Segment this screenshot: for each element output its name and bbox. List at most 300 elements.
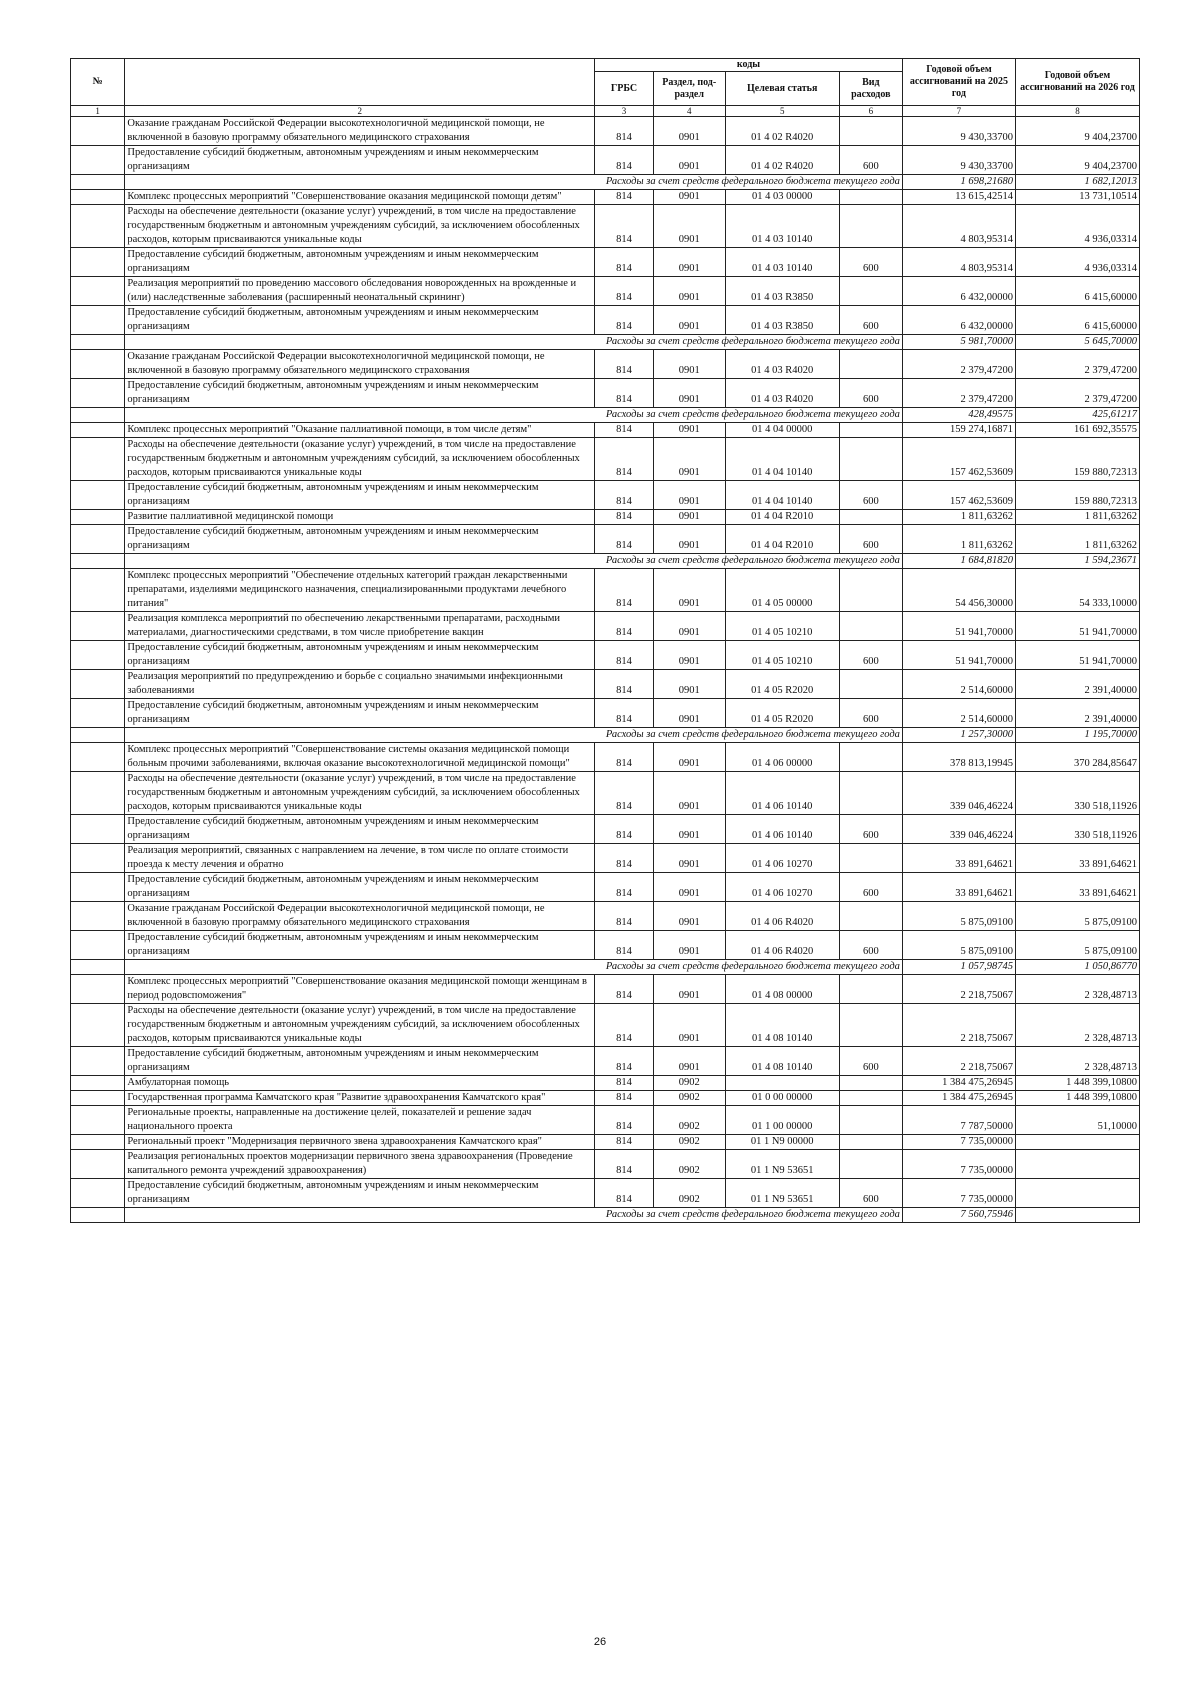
razdel-cell: 0901 — [653, 117, 725, 146]
item-name-cell: Расходы на обеспечение деятельности (оказание услуг) учреждений, в том числе на предоставление государственным бюджетным и автономным учреждениям субсидий, за исключением обособленных расходов, которым присваиваются уникальные коды — [125, 1004, 595, 1047]
value-2025-cell: 1 384 475,26945 — [902, 1076, 1015, 1091]
razdel-cell: 0901 — [653, 815, 725, 844]
razdel-cell: 0901 — [653, 641, 725, 670]
row-num-cell — [71, 699, 125, 728]
grbs-cell: 814 — [595, 1106, 654, 1135]
row-num-cell — [71, 1076, 125, 1091]
item-name-cell: Комплекс процессных мероприятий "Оказание паллиативной помощи, в том числе детям" — [125, 423, 595, 438]
value-2026-cell: 1 448 399,10800 — [1015, 1091, 1139, 1106]
col-index: 6 — [839, 106, 902, 117]
tselevaya-cell: 01 4 03 10140 — [725, 248, 839, 277]
vid-cell — [839, 1004, 902, 1047]
item-name-cell: Предоставление субсидий бюджетным, автономным учреждениям и иным некоммерческим организациям — [125, 306, 595, 335]
razdel-cell: 0901 — [653, 873, 725, 902]
vid-cell: 600 — [839, 699, 902, 728]
razdel-cell: 0901 — [653, 438, 725, 481]
federal-budget-label: Расходы за счет средств федерального бюджета текущего года — [125, 728, 903, 743]
razdel-cell: 0901 — [653, 146, 725, 175]
federal-budget-label: Расходы за счет средств федерального бюджета текущего года — [125, 960, 903, 975]
value-2025-cell: 2 218,75067 — [902, 1047, 1015, 1076]
value-2025-cell: 33 891,64621 — [902, 844, 1015, 873]
row-num-cell — [71, 641, 125, 670]
table-row — [71, 1150, 1140, 1179]
grbs-cell: 814 — [595, 438, 654, 481]
value-2025-cell: 4 803,95314 — [902, 248, 1015, 277]
vid-cell: 600 — [839, 306, 902, 335]
row-num-cell — [71, 670, 125, 699]
vid-cell — [839, 902, 902, 931]
razdel-cell: 0902 — [653, 1150, 725, 1179]
grbs-cell: 814 — [595, 699, 654, 728]
col-index: 7 — [902, 106, 1015, 117]
row-num-cell — [71, 175, 125, 190]
federal-budget-label: Расходы за счет средств федерального бюджета текущего года — [125, 1208, 903, 1223]
item-name-cell: Комплекс процессных мероприятий "Обеспечение отдельных категорий граждан лекарственными препаратами, изделиями медицинского назначения, специализированными продуктами лечебного питания" — [125, 569, 595, 612]
value-2025-cell: 7 787,50000 — [902, 1106, 1015, 1135]
vid-cell: 600 — [839, 481, 902, 510]
value-2026-cell: 1 050,86770 — [1015, 960, 1139, 975]
table-row — [71, 569, 1140, 612]
razdel-cell: 0901 — [653, 248, 725, 277]
item-name-cell: Развитие паллиативной медицинской помощи — [125, 510, 595, 525]
value-2025-cell: 9 430,33700 — [902, 146, 1015, 175]
item-name-cell: Реализация комплекса мероприятий по обеспечению лекарственными препаратами, расходными материалами, диагностическими средствами, в том числе приобретение вакцин — [125, 612, 595, 641]
grbs-cell: 814 — [595, 481, 654, 510]
vid-cell — [839, 1150, 902, 1179]
value-2025-cell: 7 735,00000 — [902, 1135, 1015, 1150]
item-name-cell: Предоставление субсидий бюджетным, автономным учреждениям и иным некоммерческим организациям — [125, 641, 595, 670]
vid-cell — [839, 772, 902, 815]
item-name-cell: Комплекс процессных мероприятий "Совершенствование оказания медицинской помощи детям" — [125, 190, 595, 205]
row-num-cell — [71, 1106, 125, 1135]
vid-cell — [839, 1106, 902, 1135]
tselevaya-cell: 01 4 05 R2020 — [725, 670, 839, 699]
razdel-cell: 0902 — [653, 1135, 725, 1150]
tselevaya-cell: 01 4 08 10140 — [725, 1047, 839, 1076]
vid-cell: 600 — [839, 146, 902, 175]
value-2025-cell: 2 218,75067 — [902, 975, 1015, 1004]
federal-budget-label: Расходы за счет средств федерального бюджета текущего года — [125, 335, 903, 350]
col-grbs-header: ГРБС — [595, 72, 654, 106]
value-2025-cell: 4 803,95314 — [902, 205, 1015, 248]
value-2026-cell: 159 880,72313 — [1015, 481, 1139, 510]
razdel-cell: 0902 — [653, 1179, 725, 1208]
item-name-cell: Предоставление субсидий бюджетным, автономным учреждениям и иным некоммерческим организациям — [125, 699, 595, 728]
item-name-cell: Предоставление субсидий бюджетным, автономным учреждениям и иным некоммерческим организациям — [125, 481, 595, 510]
table-row — [71, 510, 1140, 525]
grbs-cell: 814 — [595, 975, 654, 1004]
value-2026-cell: 2 379,47200 — [1015, 350, 1139, 379]
table-row — [71, 670, 1140, 699]
value-2026-cell: 6 415,60000 — [1015, 277, 1139, 306]
table-row — [71, 117, 1140, 146]
value-2025-cell: 1 698,21680 — [902, 175, 1015, 190]
row-num-cell — [71, 772, 125, 815]
item-name-cell: Предоставление субсидий бюджетным, автономным учреждениям и иным некоммерческим организациям — [125, 379, 595, 408]
grbs-cell: 814 — [595, 641, 654, 670]
razdel-cell: 0901 — [653, 844, 725, 873]
table-row — [71, 902, 1140, 931]
item-name-cell: Региональный проект "Модернизация первичного звена здравоохранения Камчатского края" — [125, 1135, 595, 1150]
value-2026-cell: 2 328,48713 — [1015, 1047, 1139, 1076]
grbs-cell: 814 — [595, 612, 654, 641]
table-row — [71, 525, 1140, 554]
vid-cell — [839, 1091, 902, 1106]
row-num-cell — [71, 1208, 125, 1223]
razdel-cell: 0902 — [653, 1106, 725, 1135]
federal-budget-row — [71, 175, 1140, 190]
grbs-cell: 814 — [595, 306, 654, 335]
item-name-cell: Государственная программа Камчатского края "Развитие здравоохранения Камчатского края" — [125, 1091, 595, 1106]
grbs-cell: 814 — [595, 670, 654, 699]
tselevaya-cell: 01 4 06 10270 — [725, 844, 839, 873]
table-row — [71, 205, 1140, 248]
value-2025-cell: 339 046,46224 — [902, 815, 1015, 844]
row-num-cell — [71, 306, 125, 335]
grbs-cell: 814 — [595, 1150, 654, 1179]
value-2026-cell: 1 682,12013 — [1015, 175, 1139, 190]
vid-cell: 600 — [839, 641, 902, 670]
row-num-cell — [71, 1135, 125, 1150]
tselevaya-cell: 01 4 06 10140 — [725, 815, 839, 844]
item-name-cell: Расходы на обеспечение деятельности (оказание услуг) учреждений, в том числе на предоставление государственным бюджетным и автономным учреждениям субсидий, за исключением обособленных расходов, которым присваиваются уникальные коды — [125, 772, 595, 815]
value-2025-cell: 1 811,63262 — [902, 510, 1015, 525]
row-num-cell — [71, 844, 125, 873]
row-num-cell — [71, 350, 125, 379]
value-2025-cell: 6 432,00000 — [902, 277, 1015, 306]
value-2026-cell — [1015, 1208, 1139, 1223]
grbs-cell: 814 — [595, 873, 654, 902]
row-num-cell — [71, 205, 125, 248]
razdel-cell: 0901 — [653, 612, 725, 641]
value-2025-cell: 339 046,46224 — [902, 772, 1015, 815]
razdel-cell: 0901 — [653, 306, 725, 335]
razdel-cell: 0901 — [653, 975, 725, 1004]
table-row — [71, 146, 1140, 175]
grbs-cell: 814 — [595, 1004, 654, 1047]
grbs-cell: 814 — [595, 1179, 654, 1208]
tselevaya-cell: 01 4 06 R4020 — [725, 902, 839, 931]
razdel-cell: 0901 — [653, 699, 725, 728]
col-index: 2 — [125, 106, 595, 117]
table-row — [71, 931, 1140, 960]
tselevaya-cell: 01 0 00 00000 — [725, 1091, 839, 1106]
tselevaya-cell: 01 4 03 10140 — [725, 205, 839, 248]
federal-budget-row — [71, 1208, 1140, 1223]
tselevaya-cell: 01 4 04 R2010 — [725, 525, 839, 554]
row-num-cell — [71, 190, 125, 205]
vid-cell: 600 — [839, 379, 902, 408]
value-2026-cell: 4 936,03314 — [1015, 248, 1139, 277]
value-2026-cell: 13 731,10514 — [1015, 190, 1139, 205]
row-num-cell — [71, 1179, 125, 1208]
grbs-cell: 814 — [595, 569, 654, 612]
table-row — [71, 306, 1140, 335]
grbs-cell: 814 — [595, 117, 654, 146]
razdel-cell: 0901 — [653, 277, 725, 306]
item-name-cell: Реализация мероприятий, связанных с направлением на лечение, в том числе по оплате стоимости проезда к месту лечения и обратно — [125, 844, 595, 873]
table-row — [71, 975, 1140, 1004]
row-num-cell — [71, 525, 125, 554]
value-2025-cell: 54 456,30000 — [902, 569, 1015, 612]
vid-cell — [839, 423, 902, 438]
vid-cell: 600 — [839, 248, 902, 277]
col-index: 5 — [725, 106, 839, 117]
tselevaya-cell: 01 4 08 00000 — [725, 975, 839, 1004]
value-2025-cell: 7 560,75946 — [902, 1208, 1015, 1223]
federal-budget-row — [71, 335, 1140, 350]
value-2026-cell: 2 391,40000 — [1015, 670, 1139, 699]
row-num-cell — [71, 379, 125, 408]
value-2025-cell: 1 684,81820 — [902, 554, 1015, 569]
value-2026-cell: 330 518,11926 — [1015, 815, 1139, 844]
value-2025-cell: 6 432,00000 — [902, 306, 1015, 335]
tselevaya-cell: 01 4 05 10210 — [725, 612, 839, 641]
vid-cell: 600 — [839, 873, 902, 902]
federal-budget-label: Расходы за счет средств федерального бюджета текущего года — [125, 408, 903, 423]
grbs-cell: 814 — [595, 525, 654, 554]
value-2026-cell: 1 811,63262 — [1015, 510, 1139, 525]
razdel-cell: 0901 — [653, 670, 725, 699]
grbs-cell: 814 — [595, 1076, 654, 1091]
col-index: 8 — [1015, 106, 1139, 117]
value-2025-cell: 157 462,53609 — [902, 438, 1015, 481]
grbs-cell: 814 — [595, 743, 654, 772]
item-name-cell: Оказание гражданам Российской Федерации высокотехнологичной медицинской помощи, не включенной в базовую программу обязательного медицинского страхования — [125, 350, 595, 379]
tselevaya-cell: 01 4 05 00000 — [725, 569, 839, 612]
vid-cell — [839, 438, 902, 481]
tselevaya-cell: 01 4 06 10140 — [725, 772, 839, 815]
item-name-cell: Оказание гражданам Российской Федерации высокотехнологичной медицинской помощи, не включенной в базовую программу обязательного медицинского страхования — [125, 117, 595, 146]
tselevaya-cell: 01 4 06 00000 — [725, 743, 839, 772]
tselevaya-cell: 01 4 03 R4020 — [725, 379, 839, 408]
value-2025-cell: 5 981,70000 — [902, 335, 1015, 350]
value-2025-cell: 2 379,47200 — [902, 379, 1015, 408]
value-2026-cell: 4 936,03314 — [1015, 205, 1139, 248]
row-num-cell — [71, 873, 125, 902]
value-2025-cell: 157 462,53609 — [902, 481, 1015, 510]
value-2025-cell: 1 057,98745 — [902, 960, 1015, 975]
col-index: 1 — [71, 106, 125, 117]
razdel-cell: 0901 — [653, 772, 725, 815]
grbs-cell: 814 — [595, 190, 654, 205]
federal-budget-row — [71, 728, 1140, 743]
razdel-cell: 0901 — [653, 510, 725, 525]
tselevaya-cell: 01 4 04 R2010 — [725, 510, 839, 525]
vid-cell: 600 — [839, 931, 902, 960]
vid-cell: 600 — [839, 815, 902, 844]
razdel-cell: 0901 — [653, 569, 725, 612]
table-row — [71, 699, 1140, 728]
row-num-cell — [71, 277, 125, 306]
grbs-cell: 814 — [595, 379, 654, 408]
value-2026-cell: 161 692,35575 — [1015, 423, 1139, 438]
tselevaya-cell: 01 4 03 00000 — [725, 190, 839, 205]
value-2026-cell: 33 891,64621 — [1015, 844, 1139, 873]
table-row — [71, 379, 1140, 408]
value-2025-cell: 5 875,09100 — [902, 902, 1015, 931]
value-2026-cell: 9 404,23700 — [1015, 117, 1139, 146]
row-num-cell — [71, 335, 125, 350]
grbs-cell: 814 — [595, 146, 654, 175]
value-2026-cell: 2 328,48713 — [1015, 975, 1139, 1004]
row-num-cell — [71, 481, 125, 510]
tselevaya-cell: 01 4 03 R3850 — [725, 277, 839, 306]
table-row — [71, 612, 1140, 641]
item-name-cell: Реализация мероприятий по предупреждению и борьбе с социально значимыми инфекционными заболеваниями — [125, 670, 595, 699]
budget-table — [70, 58, 1140, 1223]
value-2025-cell: 1 811,63262 — [902, 525, 1015, 554]
row-num-cell — [71, 423, 125, 438]
value-2026-cell: 2 328,48713 — [1015, 1004, 1139, 1047]
value-2026-cell: 54 333,10000 — [1015, 569, 1139, 612]
value-2026-cell: 51 941,70000 — [1015, 612, 1139, 641]
razdel-cell: 0901 — [653, 379, 725, 408]
value-2025-cell: 33 891,64621 — [902, 873, 1015, 902]
value-2025-cell: 7 735,00000 — [902, 1179, 1015, 1208]
tselevaya-cell: 01 1 N9 00000 — [725, 1135, 839, 1150]
grbs-cell: 814 — [595, 205, 654, 248]
row-num-cell — [71, 902, 125, 931]
table-row — [71, 277, 1140, 306]
value-2026-cell: 1 195,70000 — [1015, 728, 1139, 743]
vid-cell — [839, 975, 902, 1004]
item-name-cell: Амбулаторная помощь — [125, 1076, 595, 1091]
row-num-cell — [71, 1047, 125, 1076]
value-2026-cell: 159 880,72313 — [1015, 438, 1139, 481]
value-2026-cell — [1015, 1150, 1139, 1179]
table-row — [71, 772, 1140, 815]
row-num-cell — [71, 728, 125, 743]
grbs-cell: 814 — [595, 1135, 654, 1150]
col-vid-header: Вид расходов — [839, 72, 902, 106]
value-2025-cell: 2 514,60000 — [902, 670, 1015, 699]
row-num-cell — [71, 743, 125, 772]
table-row — [71, 481, 1140, 510]
table-row — [71, 1179, 1140, 1208]
value-2025-cell: 378 813,19945 — [902, 743, 1015, 772]
value-2025-cell: 51 941,70000 — [902, 612, 1015, 641]
row-num-cell — [71, 117, 125, 146]
row-num-cell — [71, 1150, 125, 1179]
item-name-cell: Предоставление субсидий бюджетным, автономным учреждениям и иным некоммерческим организациям — [125, 248, 595, 277]
value-2025-cell: 1 257,30000 — [902, 728, 1015, 743]
table-row — [71, 1047, 1140, 1076]
value-2026-cell: 1 448 399,10800 — [1015, 1076, 1139, 1091]
item-name-cell: Предоставление субсидий бюджетным, автономным учреждениям и иным некоммерческим организациям — [125, 815, 595, 844]
table-row — [71, 423, 1140, 438]
value-2026-cell: 5 645,70000 — [1015, 335, 1139, 350]
razdel-cell: 0901 — [653, 525, 725, 554]
value-2025-cell: 2 379,47200 — [902, 350, 1015, 379]
col-2025-header: Годовой объем ассигнований на 2025 год — [902, 59, 1015, 106]
value-2026-cell: 2 379,47200 — [1015, 379, 1139, 408]
value-2026-cell: 1 594,23671 — [1015, 554, 1139, 569]
item-name-cell: Предоставление субсидий бюджетным, автономным учреждениям и иным некоммерческим организациям — [125, 873, 595, 902]
item-name-cell: Предоставление субсидий бюджетным, автономным учреждениям и иным некоммерческим организациям — [125, 1179, 595, 1208]
table-row — [71, 1135, 1140, 1150]
tselevaya-cell: 01 4 08 10140 — [725, 1004, 839, 1047]
col-tselevaya-header: Целевая статья — [725, 72, 839, 106]
grbs-cell: 814 — [595, 1091, 654, 1106]
col-razdel-header: Раздел, под-раздел — [653, 72, 725, 106]
razdel-cell: 0901 — [653, 1004, 725, 1047]
value-2026-cell: 6 415,60000 — [1015, 306, 1139, 335]
tselevaya-cell: 01 4 06 R4020 — [725, 931, 839, 960]
row-num-cell — [71, 554, 125, 569]
row-num-cell — [71, 438, 125, 481]
grbs-cell: 814 — [595, 772, 654, 815]
row-num-cell — [71, 1091, 125, 1106]
razdel-cell: 0901 — [653, 902, 725, 931]
razdel-cell: 0902 — [653, 1091, 725, 1106]
federal-budget-label: Расходы за счет средств федерального бюджета текущего года — [125, 554, 903, 569]
vid-cell — [839, 205, 902, 248]
item-name-cell: Комплекс процессных мероприятий "Совершенствование оказания медицинской помощи женщинам в период родовспоможения" — [125, 975, 595, 1004]
row-num-cell — [71, 510, 125, 525]
grbs-cell: 814 — [595, 902, 654, 931]
value-2025-cell: 2 514,60000 — [902, 699, 1015, 728]
row-num-cell — [71, 248, 125, 277]
tselevaya-cell: 01 4 03 R3850 — [725, 306, 839, 335]
value-2025-cell: 51 941,70000 — [902, 641, 1015, 670]
value-2025-cell: 159 274,16871 — [902, 423, 1015, 438]
vid-cell — [839, 190, 902, 205]
table-row — [71, 1091, 1140, 1106]
table-row — [71, 1106, 1140, 1135]
row-num-cell — [71, 146, 125, 175]
vid-cell: 600 — [839, 1047, 902, 1076]
vid-cell — [839, 844, 902, 873]
row-num-cell — [71, 815, 125, 844]
razdel-cell: 0901 — [653, 481, 725, 510]
value-2026-cell: 5 875,09100 — [1015, 931, 1139, 960]
tselevaya-cell — [725, 1076, 839, 1091]
value-2025-cell: 428,49575 — [902, 408, 1015, 423]
razdel-cell: 0901 — [653, 1047, 725, 1076]
grbs-cell: 814 — [595, 1047, 654, 1076]
col-name-header — [125, 59, 595, 106]
tselevaya-cell: 01 4 05 R2020 — [725, 699, 839, 728]
vid-cell — [839, 1135, 902, 1150]
value-2025-cell: 1 384 475,26945 — [902, 1091, 1015, 1106]
vid-cell: 600 — [839, 1179, 902, 1208]
column-index-row — [71, 106, 1140, 117]
vid-cell — [839, 612, 902, 641]
table-row — [71, 641, 1140, 670]
vid-cell — [839, 569, 902, 612]
table-row — [71, 844, 1140, 873]
tselevaya-cell: 01 4 02 R4020 — [725, 146, 839, 175]
tselevaya-cell: 01 4 02 R4020 — [725, 117, 839, 146]
vid-cell — [839, 510, 902, 525]
table-row — [71, 1004, 1140, 1047]
row-num-cell — [71, 975, 125, 1004]
federal-budget-row — [71, 554, 1140, 569]
col-index: 4 — [653, 106, 725, 117]
vid-cell — [839, 743, 902, 772]
item-name-cell: Комплекс процессных мероприятий "Совершенствование системы оказания медицинской помощи больным прочими заболеваниями, включая оказание высокотехнологичной медицинской помощи" — [125, 743, 595, 772]
item-name-cell: Предоставление субсидий бюджетным, автономным учреждениям и иным некоммерческим организациям — [125, 146, 595, 175]
item-name-cell: Предоставление субсидий бюджетным, автономным учреждениям и иным некоммерческим организациям — [125, 525, 595, 554]
razdel-cell: 0901 — [653, 350, 725, 379]
tselevaya-cell: 01 4 04 10140 — [725, 481, 839, 510]
col-2026-header: Годовой объем ассигнований на 2026 год — [1015, 59, 1139, 106]
value-2025-cell: 9 430,33700 — [902, 117, 1015, 146]
value-2026-cell: 51,10000 — [1015, 1106, 1139, 1135]
value-2025-cell: 2 218,75067 — [902, 1004, 1015, 1047]
value-2026-cell: 370 284,85647 — [1015, 743, 1139, 772]
